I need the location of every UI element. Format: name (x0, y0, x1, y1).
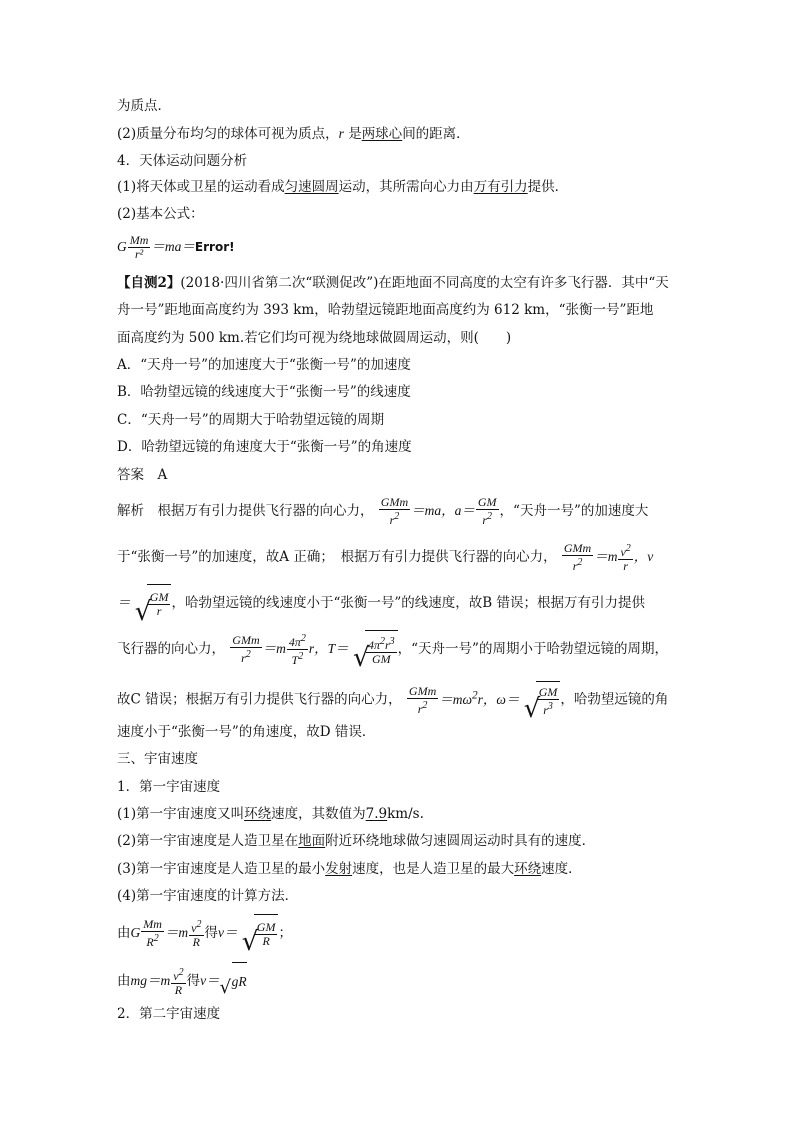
option-text: A．“天舟一号”的加速度大于“张衡一号”的加速度 (117, 357, 411, 373)
paragraph-text: (4)第一宇宙速度的计算方法． (117, 888, 299, 904)
blank-answer: 环绕 (514, 861, 542, 877)
numerator: Mm (129, 233, 149, 247)
answer-line (117, 465, 167, 485)
analysis-text: 速度小于“张衡一号”的角速度，故D 错误． (117, 724, 376, 740)
sqrt-expression: √ gR (220, 962, 247, 1001)
text-line (117, 96, 171, 116)
formula-fraction: $\frac{Mm}{R^2}$ (143, 917, 162, 949)
text-line (117, 300, 653, 320)
analysis-line: 于“张衡一号”的加速度，故A 正确； 根据万有引力提供飞行器的向心力， $\frac{\text{GMm}}{r^2}$ ＝m $\frac{v^2}{r}$ ，v (117, 541, 654, 573)
section-heading (117, 151, 247, 171)
paragraph-text: 提供． (527, 179, 569, 195)
blank-answer: 地面 (298, 833, 326, 849)
question-text: (2018·四川省第二次“联测促改”)在距地面不同高度的太空有许多飞行器．其中“天 (180, 275, 669, 291)
formula-label: 得 (186, 973, 201, 989)
question-text: 舟一号”距地面高度约为 393 km，哈勃望远镜距地面高度约为 612 km，“张衡一号”距地 (117, 302, 654, 318)
sqrt-expression: √ $\frac{4\pi^2r^3}{GM}$ (353, 630, 398, 669)
text-line (117, 273, 669, 293)
formula-line: 由G $\frac{Mm}{R^2}$ ＝m $\frac{v^2}{R}$ 得v＝ √ $\frac{GM}{R}$ ； (117, 914, 292, 953)
paragraph-text: (2)质量分布均匀的球体可视为质点， (117, 126, 339, 142)
sqrt-expression: √ $\frac{GM}{r^3}$ (524, 681, 561, 720)
paragraph-text: 运动，其所需向心力由 (338, 179, 474, 195)
analysis-text: 故C 错误；根据万有引力提供飞行器的向心力， (117, 691, 402, 708)
paragraph-text: 为质点． (117, 98, 171, 114)
paragraph-text: 速度，也是人造卫星的最大 (352, 861, 515, 877)
formula-label: 由 (117, 973, 131, 989)
analysis-text: 解析 根据万有引力提供飞行器的向心力， (117, 503, 374, 519)
analysis-text: ，哈勃望远镜的线速度小于“张衡一号”的线速度，故B 错误；根据万有引力提供 (171, 595, 645, 611)
heading-text: 1．第一宇宙速度 (117, 779, 221, 795)
denominator: r² (134, 247, 144, 261)
subsection-heading (117, 777, 220, 797)
paragraph-text: (1)将天体或卫星的运动看成 (117, 179, 285, 195)
paragraph-text: (2)第一宇宙速度是人造卫星在 (117, 833, 299, 849)
text-line (117, 859, 582, 879)
analysis-line (117, 722, 375, 742)
blank-answer: 7.9 (365, 806, 388, 822)
paragraph-text: 速度． (541, 861, 582, 877)
formula-text: G (117, 239, 127, 254)
analysis-line: ＝ √ $\frac{GM}{r}$ ，哈勃望远镜的线速度小于“张衡一号”的线速度，故B 错误；根据万有引力提供 (117, 584, 645, 623)
heading-text: 2．第二宇宙速度 (117, 1006, 221, 1022)
error-text: Error! (194, 240, 235, 254)
option-text: B．哈勃望远镜的线速度大于“张衡一号”的线速度 (117, 384, 411, 400)
formula-label: 由 (117, 925, 131, 941)
answer-text: 答案 A (117, 467, 168, 483)
paragraph-text: (2)基本公式： (117, 206, 204, 222)
analysis-text: 于“张衡一号”的加速度，故A 正确； 根据万有引力提供飞行器的向心力， (117, 549, 557, 565)
question-tag: 【自测2】 (117, 275, 181, 291)
formula-label: 得 (204, 925, 218, 941)
paragraph-text: (3)第一宇宙速度是人造卫星的最小 (117, 861, 326, 877)
option-d (117, 437, 412, 457)
analysis-text: ，“天舟一号”的加速度大 (499, 503, 649, 519)
formula-fraction: $\frac{v^2}{r}$ (620, 543, 631, 573)
blank-answer: 万有引力 (473, 179, 528, 195)
formula-fraction: $\frac{v^2}{R}$ (173, 967, 184, 997)
subsection-heading (117, 1004, 220, 1024)
formula-fraction (128, 234, 151, 261)
formula-line: 由mg＝m $\frac{v^2}{R}$ 得v＝ √ gR (117, 962, 247, 1001)
formula-fraction: $\frac{\text{GMm}}{r^2}$ (232, 633, 260, 665)
text-line (117, 328, 511, 348)
sqrt-expression: √ $\frac{GM}{R}$ (242, 914, 279, 953)
formula-line (117, 232, 235, 262)
analysis-text: ，哈勃望远镜的角 (560, 691, 669, 708)
paragraph-text: km/s. (387, 806, 424, 822)
paragraph-text: 间的距离． (402, 126, 470, 142)
option-b (117, 382, 411, 402)
analysis-line: 故C 错误；根据万有引力提供飞行器的向心力， $\frac{\text{GMm}}{r^2}$ $=m\omega^2r$，ω＝ √ $\frac{GM}{r^3}$ ，哈勃望远镜的角 (117, 676, 668, 720)
heading-text: 三、宇宙速度 (117, 751, 198, 767)
paragraph-text: 速度，其数值为 (271, 806, 366, 822)
formula-fraction: $\frac{v^2}{R}$ (191, 919, 202, 949)
formula-text: ＝ma＝ (151, 239, 195, 254)
formula-fraction: $\frac{\text{GMm}}{r^2}$ (408, 683, 437, 716)
paragraph-text: (1)第一宇宙速度又叫 (117, 806, 245, 822)
paragraph-text: 附近环绕地球做匀速圆周运动时具有的速度． (325, 833, 596, 849)
option-text: C．“天舟一号”的周期大于哈勃望远镜的周期 (117, 412, 385, 428)
variable-r: r (338, 126, 344, 141)
option-c (117, 410, 384, 430)
text-line (117, 124, 470, 144)
formula-fraction: $\frac{\text{GMm}}{r^2}$ (563, 541, 592, 573)
blank-answer: 匀速圆周 (284, 179, 339, 195)
text-line (117, 177, 568, 197)
option-a (117, 355, 411, 375)
formula-fraction: $\frac{GM}{r^2}$ (477, 495, 497, 527)
analysis-text: 飞行器的向心力， (117, 641, 225, 657)
text-line (117, 204, 204, 224)
blank-answer: 两球心 (361, 126, 403, 142)
text-line (117, 886, 298, 906)
option-text: D．哈勃望远镜的角速度大于“张衡一号”的角速度 (117, 439, 412, 455)
blank-answer: 环绕 (244, 806, 272, 822)
formula-fraction: $\frac{4\pi^2}{T^2}$ (288, 633, 306, 667)
text-line (117, 804, 424, 824)
section-heading (117, 749, 198, 769)
analysis-line: 飞行器的向心力， $\frac{\text{GMm}}{r^2}$ ＝m $\frac{4\pi^2}{T^2}$ r，T＝ √ $\frac{4\pi^2r^3}{GM}$ ，“天舟一号”的周期小于哈勃望远镜的周期， (117, 630, 668, 669)
analysis-line: 解析 根据万有引力提供飞行器的向心力， $\frac{\text{GMm}}{r^2}$ ＝ma，a＝ $\frac{GM}{r^2}$ ，“天舟一号”的加速度大 (117, 495, 649, 527)
paragraph-text: 是 (348, 126, 362, 142)
heading-text: 4．天体运动问题分析 (117, 153, 248, 169)
text-line (117, 831, 595, 851)
formula-fraction: $\frac{\text{GMm}}{r^2}$ (380, 495, 409, 527)
blank-answer: 发射 (325, 861, 353, 877)
sqrt-expression: √ $\frac{GM}{r}$ (135, 584, 172, 623)
question-text: 面高度约为 500 km.若它们均可视为绕地球做圆周运动，则( ) (117, 330, 512, 346)
analysis-text: ，“天舟一号”的周期小于哈勃望远镜的周期， (397, 641, 668, 657)
